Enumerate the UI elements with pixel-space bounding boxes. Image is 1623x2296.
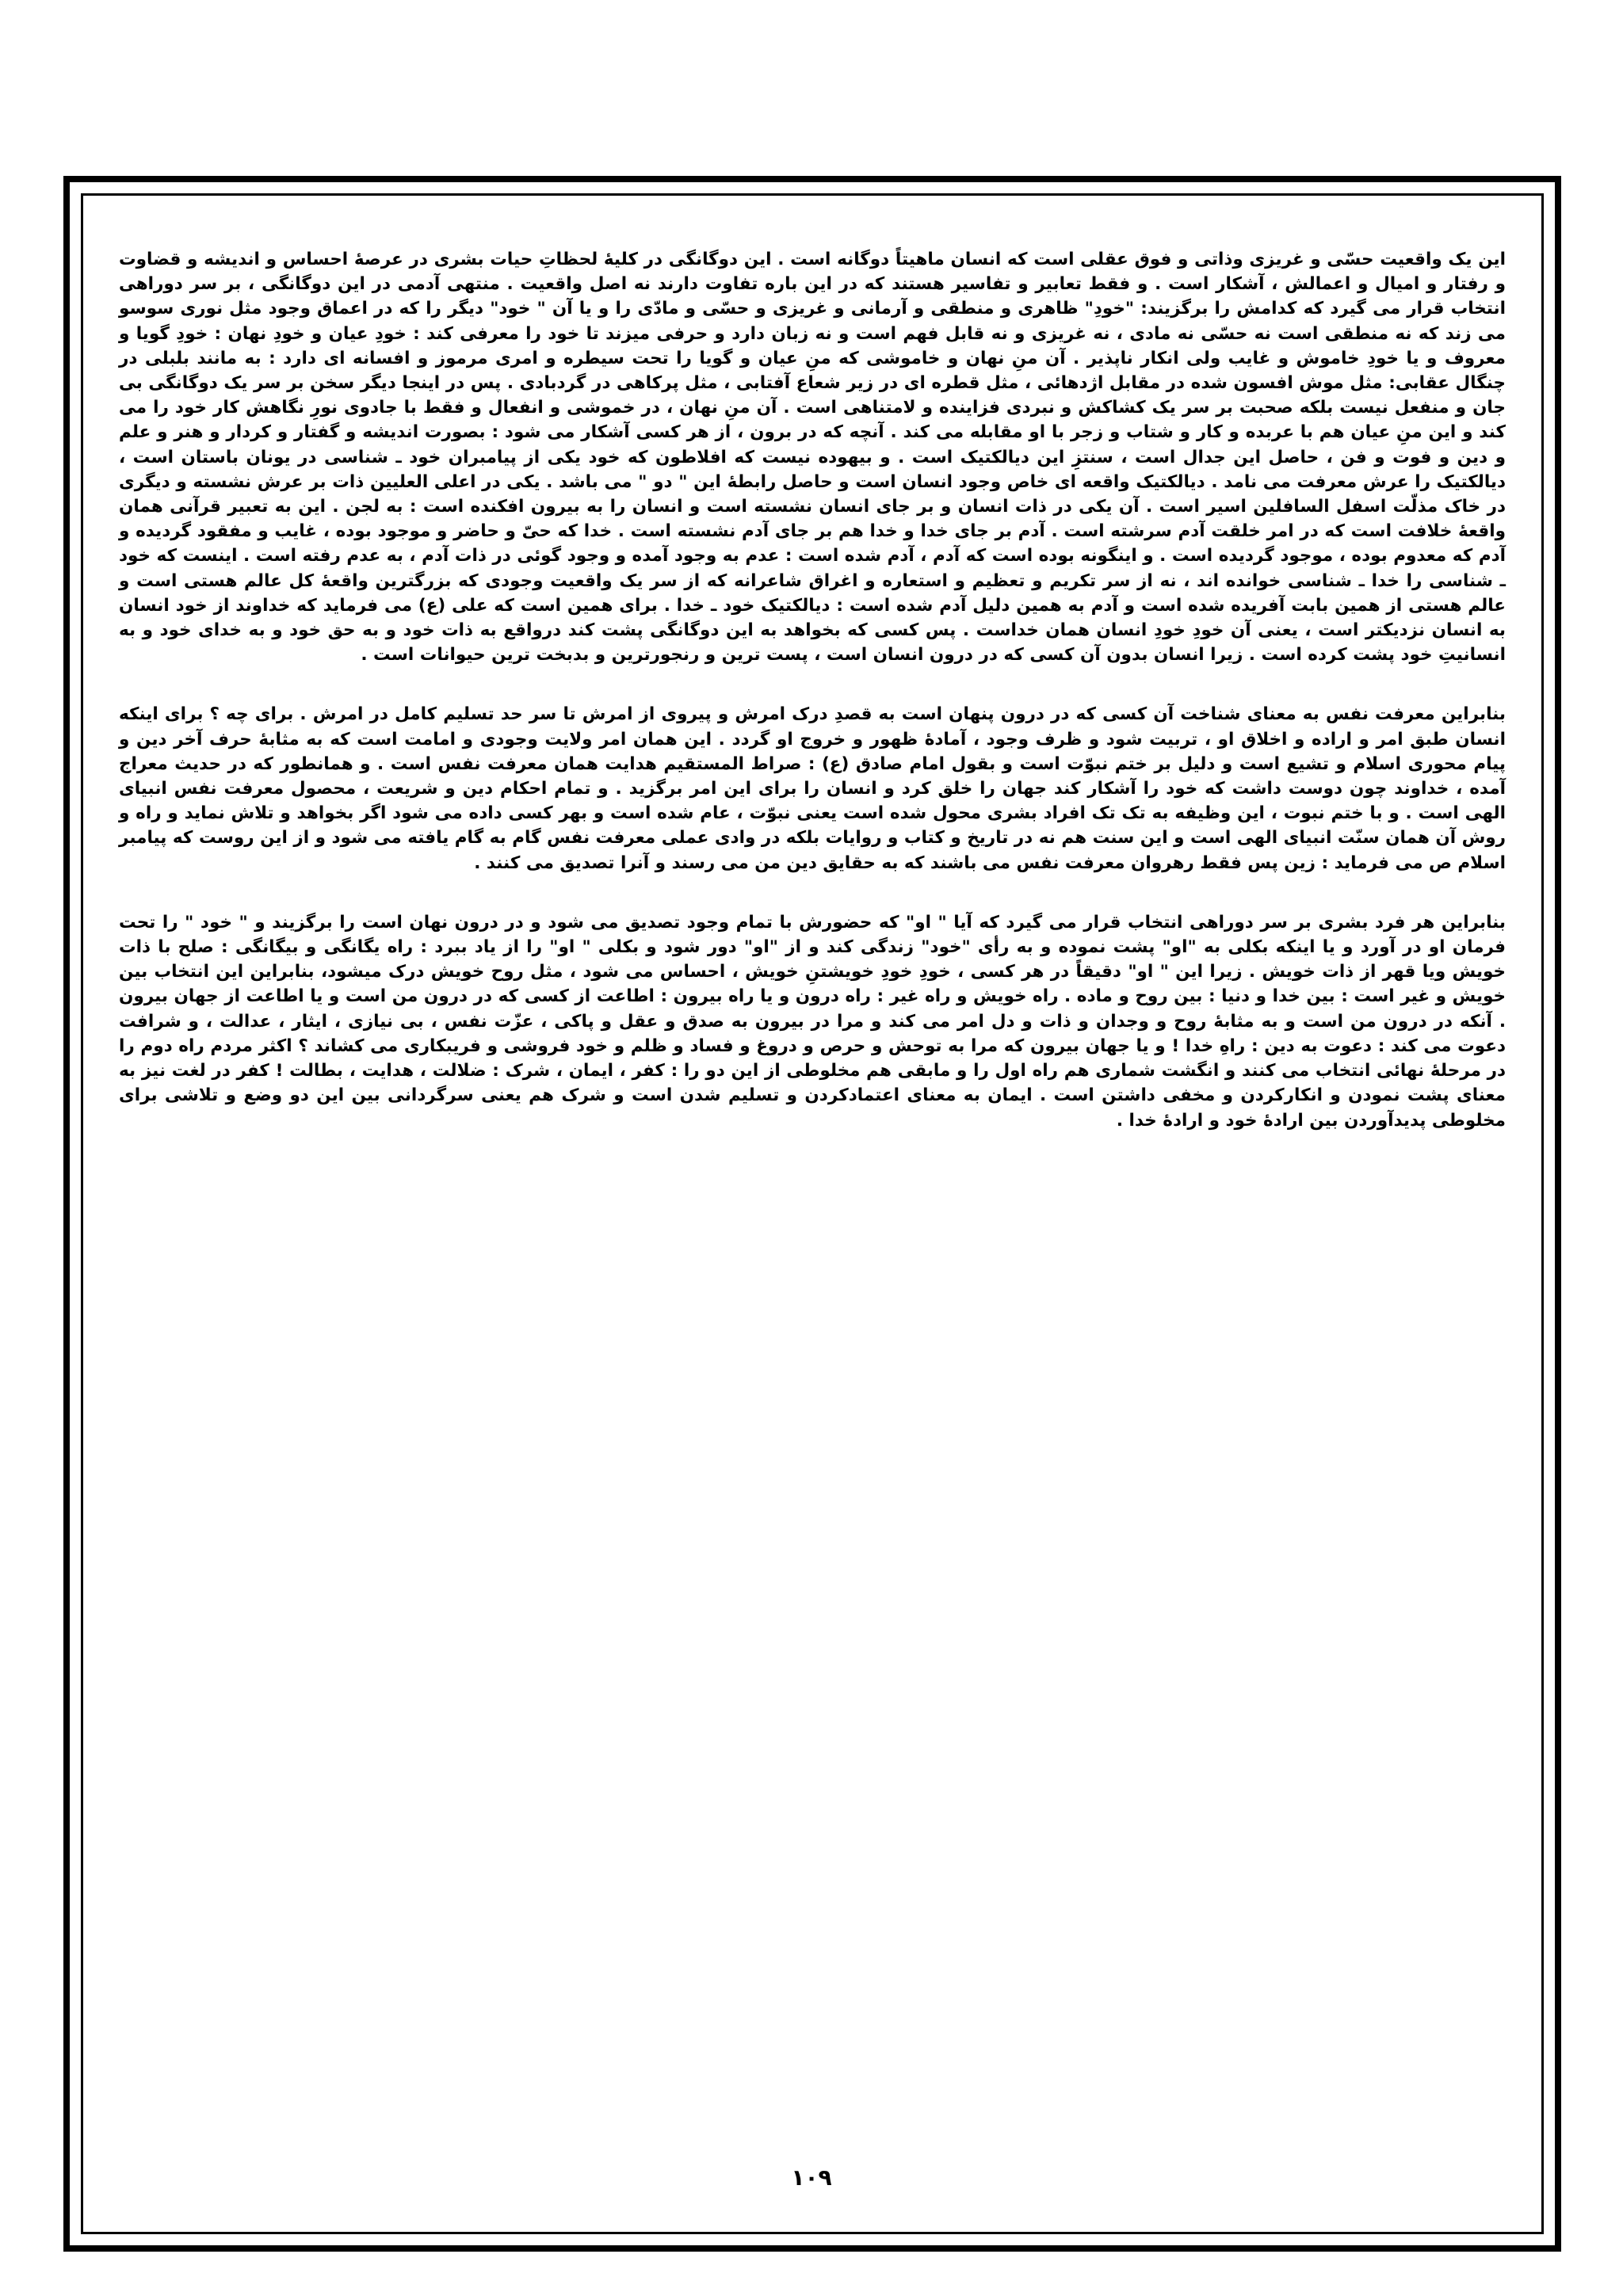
paragraph-2: بنابراین معرفت نفس به معنای شناخت آن کسی که در درون پنهان است به قصدِ درک امرش و پیروی از امرش تا سر حد تسلیم کامل در امرش . برای چه ؟ برای اینکه انسان طبق امر و اراده و اخلاق او ، تربیت شود و ظرف وجود ، آمادهٔ ظهور و خروج او گردد . این همان امر ولایت وجودی و امامت است که به مثابهٔ حرف آخر دین و پیام محوری اسلام و تشیع است و دلیل بر ختم نبوّت است و بقول امام صادق (ع) : صراط المستقیم هدایت همان معرفت نفس است . و همانطور که در حدیث معراج آمده ، خداوند چون دوست داشت که خود را آشکار کند جهان را خلق کرد و انسان را برای این امر برگزید . و تمام احکام دین و شریعت ، محصول معرفت نفس انبیای الهی است . و با ختم نبوت ، این وظیفه به تک تک افراد بشری محول شده است یعنی نبوّت ، عام شده است و بهر کسی داده می شود اگر بخواهد و تلاش نماید و راه و روش آن همان سنّت انبیای الهی است و این سنت هم نه در تاریخ و کتاب و روایات بلکه در وادی عملی معرفت نفس گام به گام یافته می شود و از این روست که پیامبر اسلام ص می فرماید : زین پس فقط رهروان معرفت نفس می باشند که به حقایق دین من می رسند و آنرا تصدیق می کنند . [119, 704, 1506, 873]
document-body [119, 247, 1506, 1168]
paragraph-1: این یک واقعیت حسّی و غریزی وذاتی و فوق عقلی است که انسان ماهیتاً دوگانه است . این دوگانگی در کلیهٔ لحظاتِ حیات بشری در عرصهٔ احساس و اندیشه و قضاوت و رفتار و امیال و اعمالش ، آشکار است . و فقط تعابیر و تفاسیر هستند که در این باره تفاوت دارند نه اصل واقعیت . منتهی آدمی در این دوگانگی ، بر سر دوراهی انتخاب قرار می گیرد که کدامش را برگزیند: "خودِ" ظاهری و منطقی و آرمانی و غریزی و حسّی و مادّی را و یا آن " خود" دیگر را که در اعماق وجود مثل نوری سوسو می زند که نه منطقی است نه حسّی نه مادی ، نه غریزی و نه قابل فهم است و نه زبان دارد و حرفی میزند تا خود را معرفی کند : خودِ عیان و خودِ نهان : خودِ گویا و معروف و یا خودِ خاموش و غایب ولی انکار ناپذیر . آن منِ نهان و خاموشی که منِ عیان و گویا را تحت سیطره و امری مرموز و افسانه ای دارد : به مانند بلبلی در چنگال عقابی: مثل موش افسون شده در مقابل اژدهائی ، مثل قطره ای در زیر شعاع آفتابی ، مثل پرکاهی در گردبادی . پس در اینجا دیگر سخن بر سر یک دوگانگی بی جان و منفعل نیست بلکه صحبت بر سر یک کشاکش و نبردی فزاینده و لامتناهی است . آن منِ نهان ، در خموشی و انفعال و فقط با جادوی نورِ نگاهش کار خود را می کند و این منِ عیان هم با عربده و کار و شتاب و زجر با او مقابله می کند . آنچه که در برون ، از هر کسی آشکار می شود : بصورت اندیشه و گفتار و کردار و هنر و علم و دین و فوت و فن ، حاصل این جدال است ، سنتزِ این دیالکتیک است . و بیهوده نیست که افلاطون که خود یکی از پیامبران خود ـ شناسی در یونان باستان است ، دیالکتیک را عرش معرفت می نامد . دیالکتیک واقعه ای خاص وجود انسان است و حاصل رابطهٔ این " دو " می باشد . یکی در اعلی العلیین ذات بر عرش نشسته و دیگری در خاک مذلّت اسفل السافلین اسیر است . آن یکی در ذات انسان و بر جای انسان نشسته است و انسان را به بیرون افکنده است : به لجن . این به تعبیر قرآنی همان واقعهٔ خلافت است که در امر خلقت آدم سرشته است . آدم بر جای خدا و خدا هم بر جای آدم نشسته است . خدا که حیّ و حاضر و موجود بوده ، غایب و مفقود گردیده و آدم که معدوم بوده ، موجود گردیده است . و اینگونه بوده است که آدم ، آدم شده است : عدم به وجود آمده و وجود گوئی در ذات آدم ، به عدم رفته است . اینست که خود ـ شناسی را خدا ـ شناسی خوانده اند ، نه از سر تکریم و تعظیم و استعاره و اغراق شاعرانه که از سر یک واقعیت وجودی که بزرگترین واقعهٔ کل عالم هستی است و عالم هستی از همین بابت آفریده شده است و آدم به همین دلیل آدم شده است : دیالکتیک خود ـ خدا . برای همین است که علی (ع) می فرماید که خداوند از خود انسان به انسان نزدیکتر است ، یعنی آن خودِ خودِ انسان همان خداست . پس کسی که بخواهد به این دوگانگی پشت کند درواقع به ذات خود و به حق خود و به خدای خود و به انسانیتِ خود پشت کرده است . زیرا انسان بدون آن کسی که در درون انسان است ، پست ترین و رنجورترین و بدبخت ترین حیوانات است . [119, 250, 1506, 666]
page-number: ۱۰۹ [791, 2164, 832, 2191]
paragraph-3: بنابراین هر فرد بشری بر سر دوراهی انتخاب قرار می گیرد که آیا " او" که حضورش با تمام وجود تصدیق می شود و در درون نهان است را برگزیند و " خود " را تحت فرمان او در آورد و یا اینکه بکلی به "او" پشت نموده و به رأی "خود" زندگی کند و از "او" دور شود و بکلی " او" را از یاد ببرد : راه یگانگی و بیگانگی : صلح با ذات خویش ویا قهر از ذات خویش . زیرا این " او" دقیقاً در هر کسی ، خودِ خودِ خویشتنِ خویش ، احساس می شود ، مثل روح خویش درک میشود، بنابراین این انتخاب بین خویش و غیر است : بین خدا و دنیا : بین روح و ماده . راه خویش و راه غیر : راه درون و یا راه بیرون : اطاعت از کسی که در درون من است و یا اطاعت از جهان بیرون . آنکه در درون من است و به مثابهٔ روح و وجدان و ذات و دل امر می کند و مرا در بیرون به صدق و عقل و پاکی ، عزّت نفس ، بی نیازی ، ایثار ، عدالت ، و شرافت دعوت می کند : دعوت به دین : راهِ خدا ! و یا جهان بیرون که مرا به توحش و حرص و دروغ و فساد و ظلم و خود فروشی و فریبکاری می کشاند ؟ اکثر مردم راه دوم را در مرحلهٔ نهائی انتخاب می کنند و انگشت شماری هم راه اول را و مابقی هم مخلوطی از این دو را : کفر ، ایمان ، شرک : ضلالت ، هدایت ، بطالت ! کفر در لغت نیز به معنای پشت نمودن و انکارکردن و مخفی داشتن است . ایمان به معنای اعتمادکردن و تسلیم شدن است و شرک هم یعنی سرگردانی بین این دو وضع و تلاشی برای مخلوطی پدیدآوردن بین ارادهٔ خود و ارادهٔ خدا . [119, 912, 1506, 1131]
